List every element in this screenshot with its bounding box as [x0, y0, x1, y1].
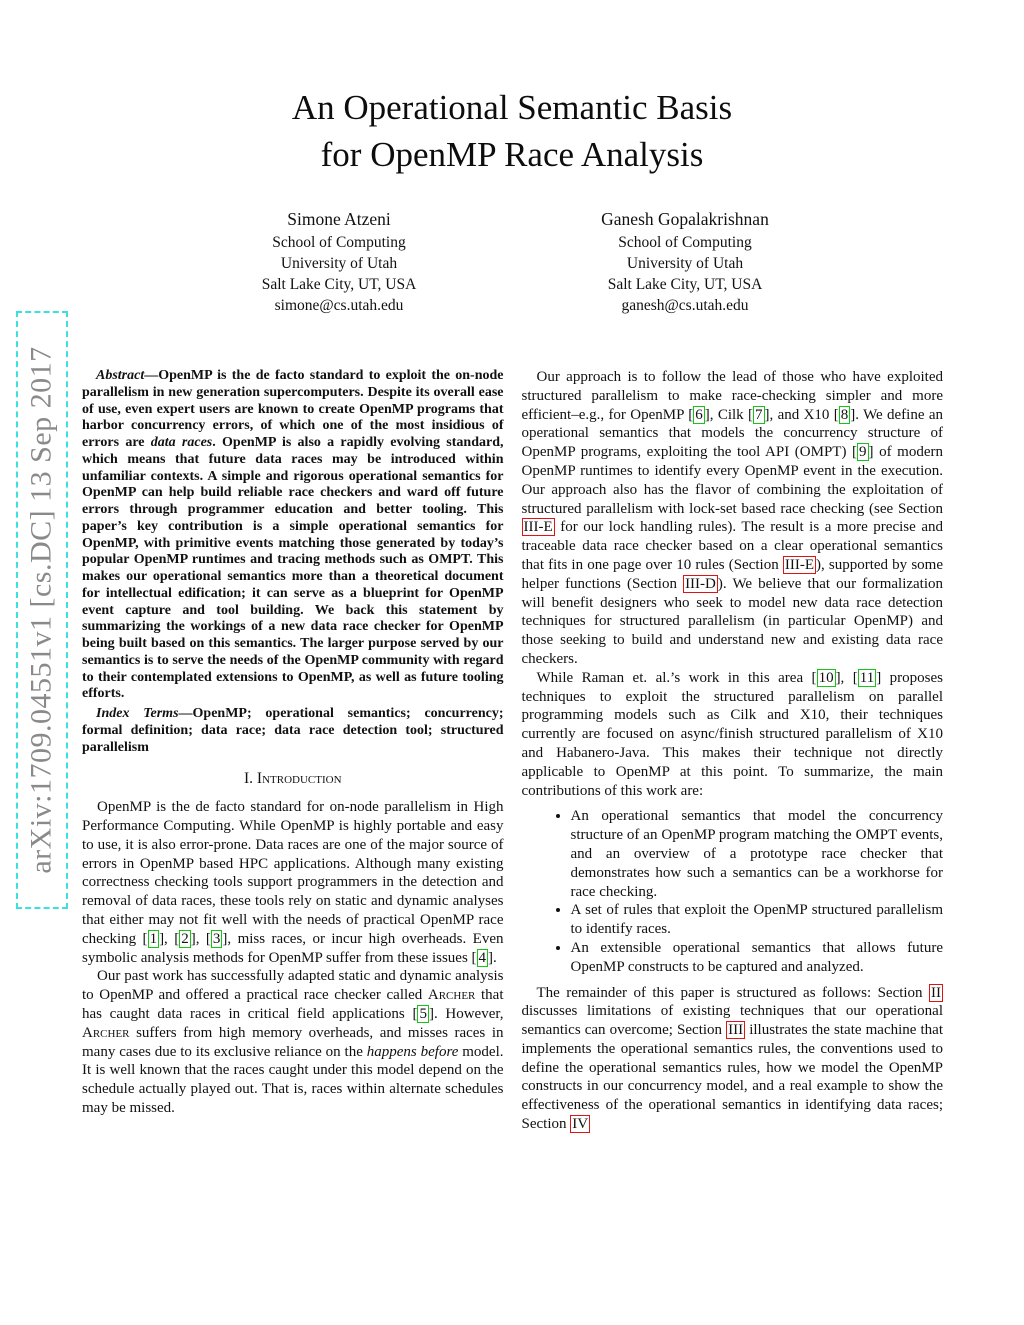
text-segment: ].	[488, 949, 497, 966]
arxiv-watermark-text: arXiv:1709.04551v1 [cs.DC] 13 Sep 2017	[25, 346, 59, 874]
text-segment: happens before	[366, 1043, 459, 1060]
section-ref-link[interactable]: III-D	[685, 575, 716, 592]
text-segment: ], Cilk [	[704, 406, 753, 423]
left-column	[82, 368, 504, 1134]
intro-paragraph-2	[82, 967, 504, 1117]
approach-paragraph	[522, 368, 944, 669]
two-column-body	[0, 368, 1024, 1134]
citation-link[interactable]: 3	[212, 930, 221, 947]
section-heading-introduction	[82, 770, 504, 788]
text-segment: for our lock handling rules). The result is a more precise and traceable data race checker based on a clear operational semantics that fits in one page over 10 rules (Section	[521, 519, 943, 573]
text-segment: Archer	[82, 1024, 130, 1041]
author-2-affil-university: University of Utah	[626, 255, 744, 272]
text-segment: . OpenMP is also a rapidly evolving standard, which means that future data races may be introduced within unfamiliar contexts. A simple and rigorous operational semantics for OpenMP can help build reliable race checkers and ward off future errors through programmer education and better tooling. This paper’s key contribution is a simple operational semantics for OpenMP, with primitive events matching those generated by today’s popular OpenMP runtimes and tracing methods such as OMPT. This makes our operational semantics more than a theoretical document for intellectual edification; it can serve as a blueprint for OpenMP event capture and tool building. We back this statement by summarizing the workings of a new data race checker for OpenMP being built based on this semantics. The larger purpose served by our semantics is to serve the needs of the OpenMP community with regard to their contemplated extensions to OpenMP, as well as future tooling efforts.	[82, 435, 504, 702]
section-ref-link[interactable]: II	[931, 984, 941, 1001]
text-segment: suffers from high memory overheads, and misses races in many cases due to its exclusive reliance on the	[82, 1024, 504, 1060]
author-1-affil-school: School of Computing	[272, 234, 406, 251]
text-segment: While Raman et. al.’s work in this area [	[536, 669, 817, 686]
text-segment: OpenMP is the de facto standard for on-node parallelism in High Performance Computing. While OpenMP is highly portable and easy to use, it is also error-prone. Data races are one of the major source of errors in OpenMP based HPC applications. Although many existing correctness checking tools support programmers in the detection and removal of data races, these tools rely on static and dynamic analyses that either may not fit well with the needs of practical OpenMP race checking [	[82, 799, 504, 947]
citation-link[interactable]: 11	[859, 669, 875, 686]
section-ref-link[interactable]: III	[728, 1022, 744, 1039]
text-segment: I.	[243, 770, 257, 788]
section-ref-link[interactable]: IV	[572, 1116, 589, 1133]
citation-link[interactable]: 10	[818, 669, 834, 686]
text-segment: data races	[150, 435, 213, 450]
text-segment: that has caught data races in critical field applications [	[82, 987, 504, 1023]
author-1	[166, 208, 512, 316]
citation-link[interactable]: 9	[859, 444, 867, 461]
citation-link[interactable]: 4	[478, 949, 487, 966]
text-segment: Abstract	[96, 368, 145, 383]
text-segment: ] of modern OpenMP runtimes to identify every OpenMP event in the execution. Our approach also has the flavor of combining the exploitation of structured parallelism with lock-set based race checking (see Section	[521, 444, 943, 517]
text-segment: —OpenMP is the de facto standard to exploit the on-node parallelism in new generation supercomputers. Despite its overall ease of use, even expert users are known to create OpenMP programs that harbor concurrency errors, of which one of the most insidious of errors are	[82, 368, 504, 450]
intro-paragraph-1	[82, 798, 504, 967]
text-segment: ]. We define an operational semantics that models the concurrency structure of OpenMP programs, exploiting the tool API (OMPT) [	[521, 406, 943, 461]
paper-title-line1: An Operational Semantic Basis	[291, 88, 733, 127]
author-1-name: Simone Atzeni	[287, 209, 391, 229]
text-segment: The remainder of this paper is structured as follows: Section	[536, 984, 929, 1001]
text-segment: ], [	[190, 930, 211, 947]
abstract-paragraph	[82, 368, 504, 703]
text-segment: Our past work has successfully adapted static and dynamic analysis to OpenMP and offered a practical race checker called	[82, 968, 504, 1004]
paper-title	[0, 0, 1024, 178]
citation-link[interactable]: 2	[181, 930, 189, 947]
text-segment: ], miss races, or incur high overheads. Even symbolic analysis methods for OpenMP suffer from these issues [	[82, 930, 504, 966]
text-segment: ). We believe that our formalization will benefit designers who seek to model new data race detection techniques for structured parallelism (in particular OpenMP) and those seeking to build and understand new and existing data race checkers.	[521, 575, 944, 667]
contributions-list	[522, 807, 944, 976]
author-2-affil-city: Salt Lake City, UT, USA	[607, 276, 763, 293]
paper-title-line2: for OpenMP Race Analysis	[320, 135, 704, 174]
author-2-affil-school: School of Computing	[618, 234, 752, 251]
text-segment: ], [	[835, 669, 858, 686]
text-segment: ]. However,	[428, 1006, 504, 1023]
text-segment: discusses limitations of existing techniques that our operational semantics can overcome; Section	[521, 1003, 943, 1039]
text-segment: ], and X10 [	[764, 406, 839, 423]
author-2-email: ganesh@cs.utah.edu	[621, 297, 749, 314]
author-1-affil-university: University of Utah	[280, 255, 398, 272]
contribution-item-1: • An operational semantics that model the concurrency structure of an OpenMP program matching the OMPT events, and an overview of a prototype race checker that demonstrates how such a semantics can be a workhorse for race checking.	[571, 807, 944, 901]
author-block	[0, 208, 1024, 316]
text-segment: ] proposes techniques to exploit the structured parallelism on parallel programming models such as Cilk and X10, their techniques currently are focused on async/finish structured parallelism of X10 and Habanero-Java. This makes their technique not directly applicable to OpenMP at this point. To summarize, the main contributions of this work are:	[521, 669, 943, 799]
text-segment: Our approach is to follow the lead of those who have exploited structured parallelism to make race-checking simpler and more efficient–e.g., for OpenMP [	[521, 369, 943, 423]
text-segment: ], [	[159, 930, 180, 947]
related-work-paragraph	[522, 669, 944, 801]
paper-outline-paragraph	[522, 984, 944, 1134]
contribution-item-3: • An extensible operational semantics that allows future OpenMP constructs to be captured and analyzed.	[571, 939, 944, 977]
text-segment: ), supported by some helper functions (Section	[521, 556, 943, 592]
citation-link[interactable]: 1	[149, 930, 158, 947]
contribution-item-2: • A set of rules that exploit the OpenMP structured parallelism to identify races.	[571, 901, 944, 939]
citation-link[interactable]: 5	[419, 1006, 427, 1023]
text-segment: —OpenMP; operational semantics; concurrency; formal definition; data race; data race detection tool; structured parallelism	[82, 706, 504, 755]
author-2-name: Ganesh Gopalakrishnan	[601, 209, 769, 229]
text-segment: illustrates the state machine that implements the operational semantics rules, the conventions used to define the operational semantics rules, how we model the OpenMP constructs in our concurrency model, and a real example to show the effectiveness of the operational semantics in identifying data races; Section	[521, 1022, 944, 1133]
author-1-affil-city: Salt Lake City, UT, USA	[261, 276, 417, 293]
citation-link[interactable]: 8	[840, 406, 849, 423]
arxiv-watermark-box	[16, 311, 68, 909]
right-column	[522, 368, 944, 1134]
citation-link[interactable]: 6	[695, 406, 703, 423]
index-terms-paragraph	[82, 706, 504, 756]
citation-link[interactable]: 7	[755, 406, 763, 423]
text-segment: model. It is well known that the races caught under this model depend on the schedule actually played out. That is, races within alternate schedules may be missed.	[82, 1043, 504, 1116]
author-1-email: simone@cs.utah.edu	[274, 297, 404, 314]
section-ref-link[interactable]: III-E	[523, 519, 553, 536]
section-ref-link[interactable]: III-E	[784, 556, 814, 573]
author-2	[512, 208, 858, 316]
text-segment: Index Terms	[96, 706, 179, 721]
text-segment: Introduction	[256, 770, 342, 788]
text-segment: Archer	[427, 987, 476, 1004]
